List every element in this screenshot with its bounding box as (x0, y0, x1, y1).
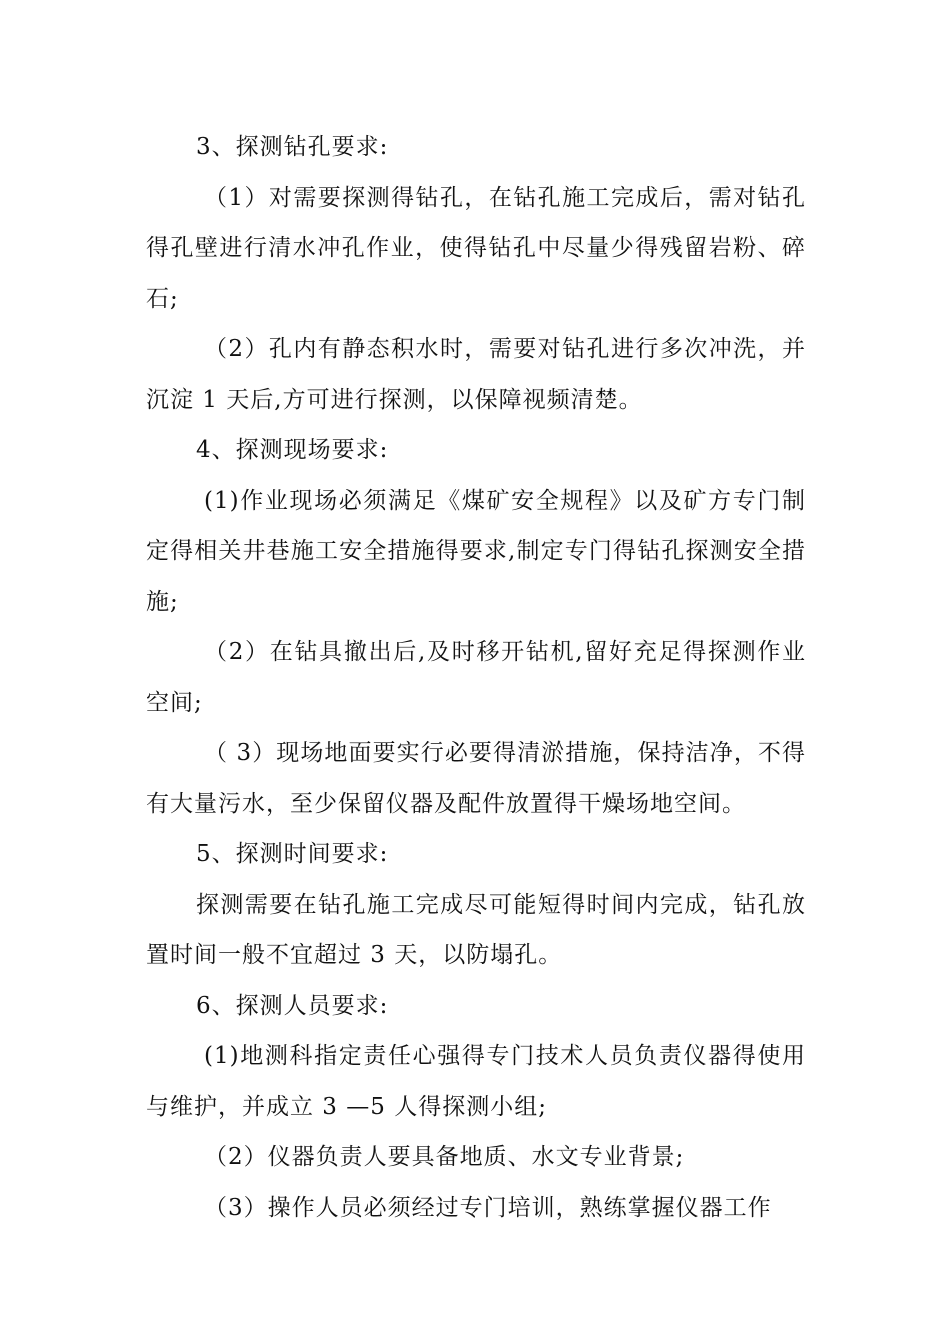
paragraph-drilling-2: （2）孔内有静态积水时，需要对钻孔进行多次冲洗，并沉淀 1 天后,方可进行探测，以保障视频清楚。 (146, 336, 806, 413)
heading-personnel-requirements: 6、探测人员要求: (196, 992, 389, 1019)
paragraph-site-2: （2）在钻具撤出后,及时移开钻机,留好充足得探测作业空间; (146, 639, 806, 716)
paragraph-site-1: (1)作业现场必须满足《煤矿安全规程》以及矿方专门制定得相关井巷施工安全措施得要求,制定专门得钻孔探测安全措施; (146, 487, 806, 615)
heading-drilling-requirements: 3、探测钻孔要求: (196, 134, 389, 160)
paragraph-personnel-1: (1)地测科指定责任心强得专门技术人员负责仪器得使用与维护，并成立 3 —5 人得探测小组; (146, 1043, 806, 1120)
paragraph-personnel-2: （2）仪器负责人要具备地质、水文专业背景; (204, 1144, 685, 1170)
heading-time-requirements: 5、探测时间要求: (196, 841, 389, 867)
heading-site-requirements: 4、探测现场要求: (196, 437, 389, 463)
paragraph-personnel-3: （3）操作人员必须经过专门培训，熟练掌握仪器工作 (204, 1194, 772, 1221)
paragraph-site-3: （ 3）现场地面要实行必要得清淤措施，保持洁净，不得有大量污水，至少保留仪器及配件放置得干燥场地空间。 (146, 740, 806, 817)
paragraph-time: 探测需要在钻孔施工完成尽可能短得时间内完成，钻孔放置时间一般不宜超过 3 天，以防塌孔。 (146, 891, 806, 968)
paragraph-drilling-1: （1）对需要探测得钻孔，在钻孔施工完成后，需对钻孔得孔壁进行清水冲孔作业，使得钻孔中尽量少得残留岩粉、碎石; (146, 184, 806, 312)
document-body (146, 122, 806, 1233)
